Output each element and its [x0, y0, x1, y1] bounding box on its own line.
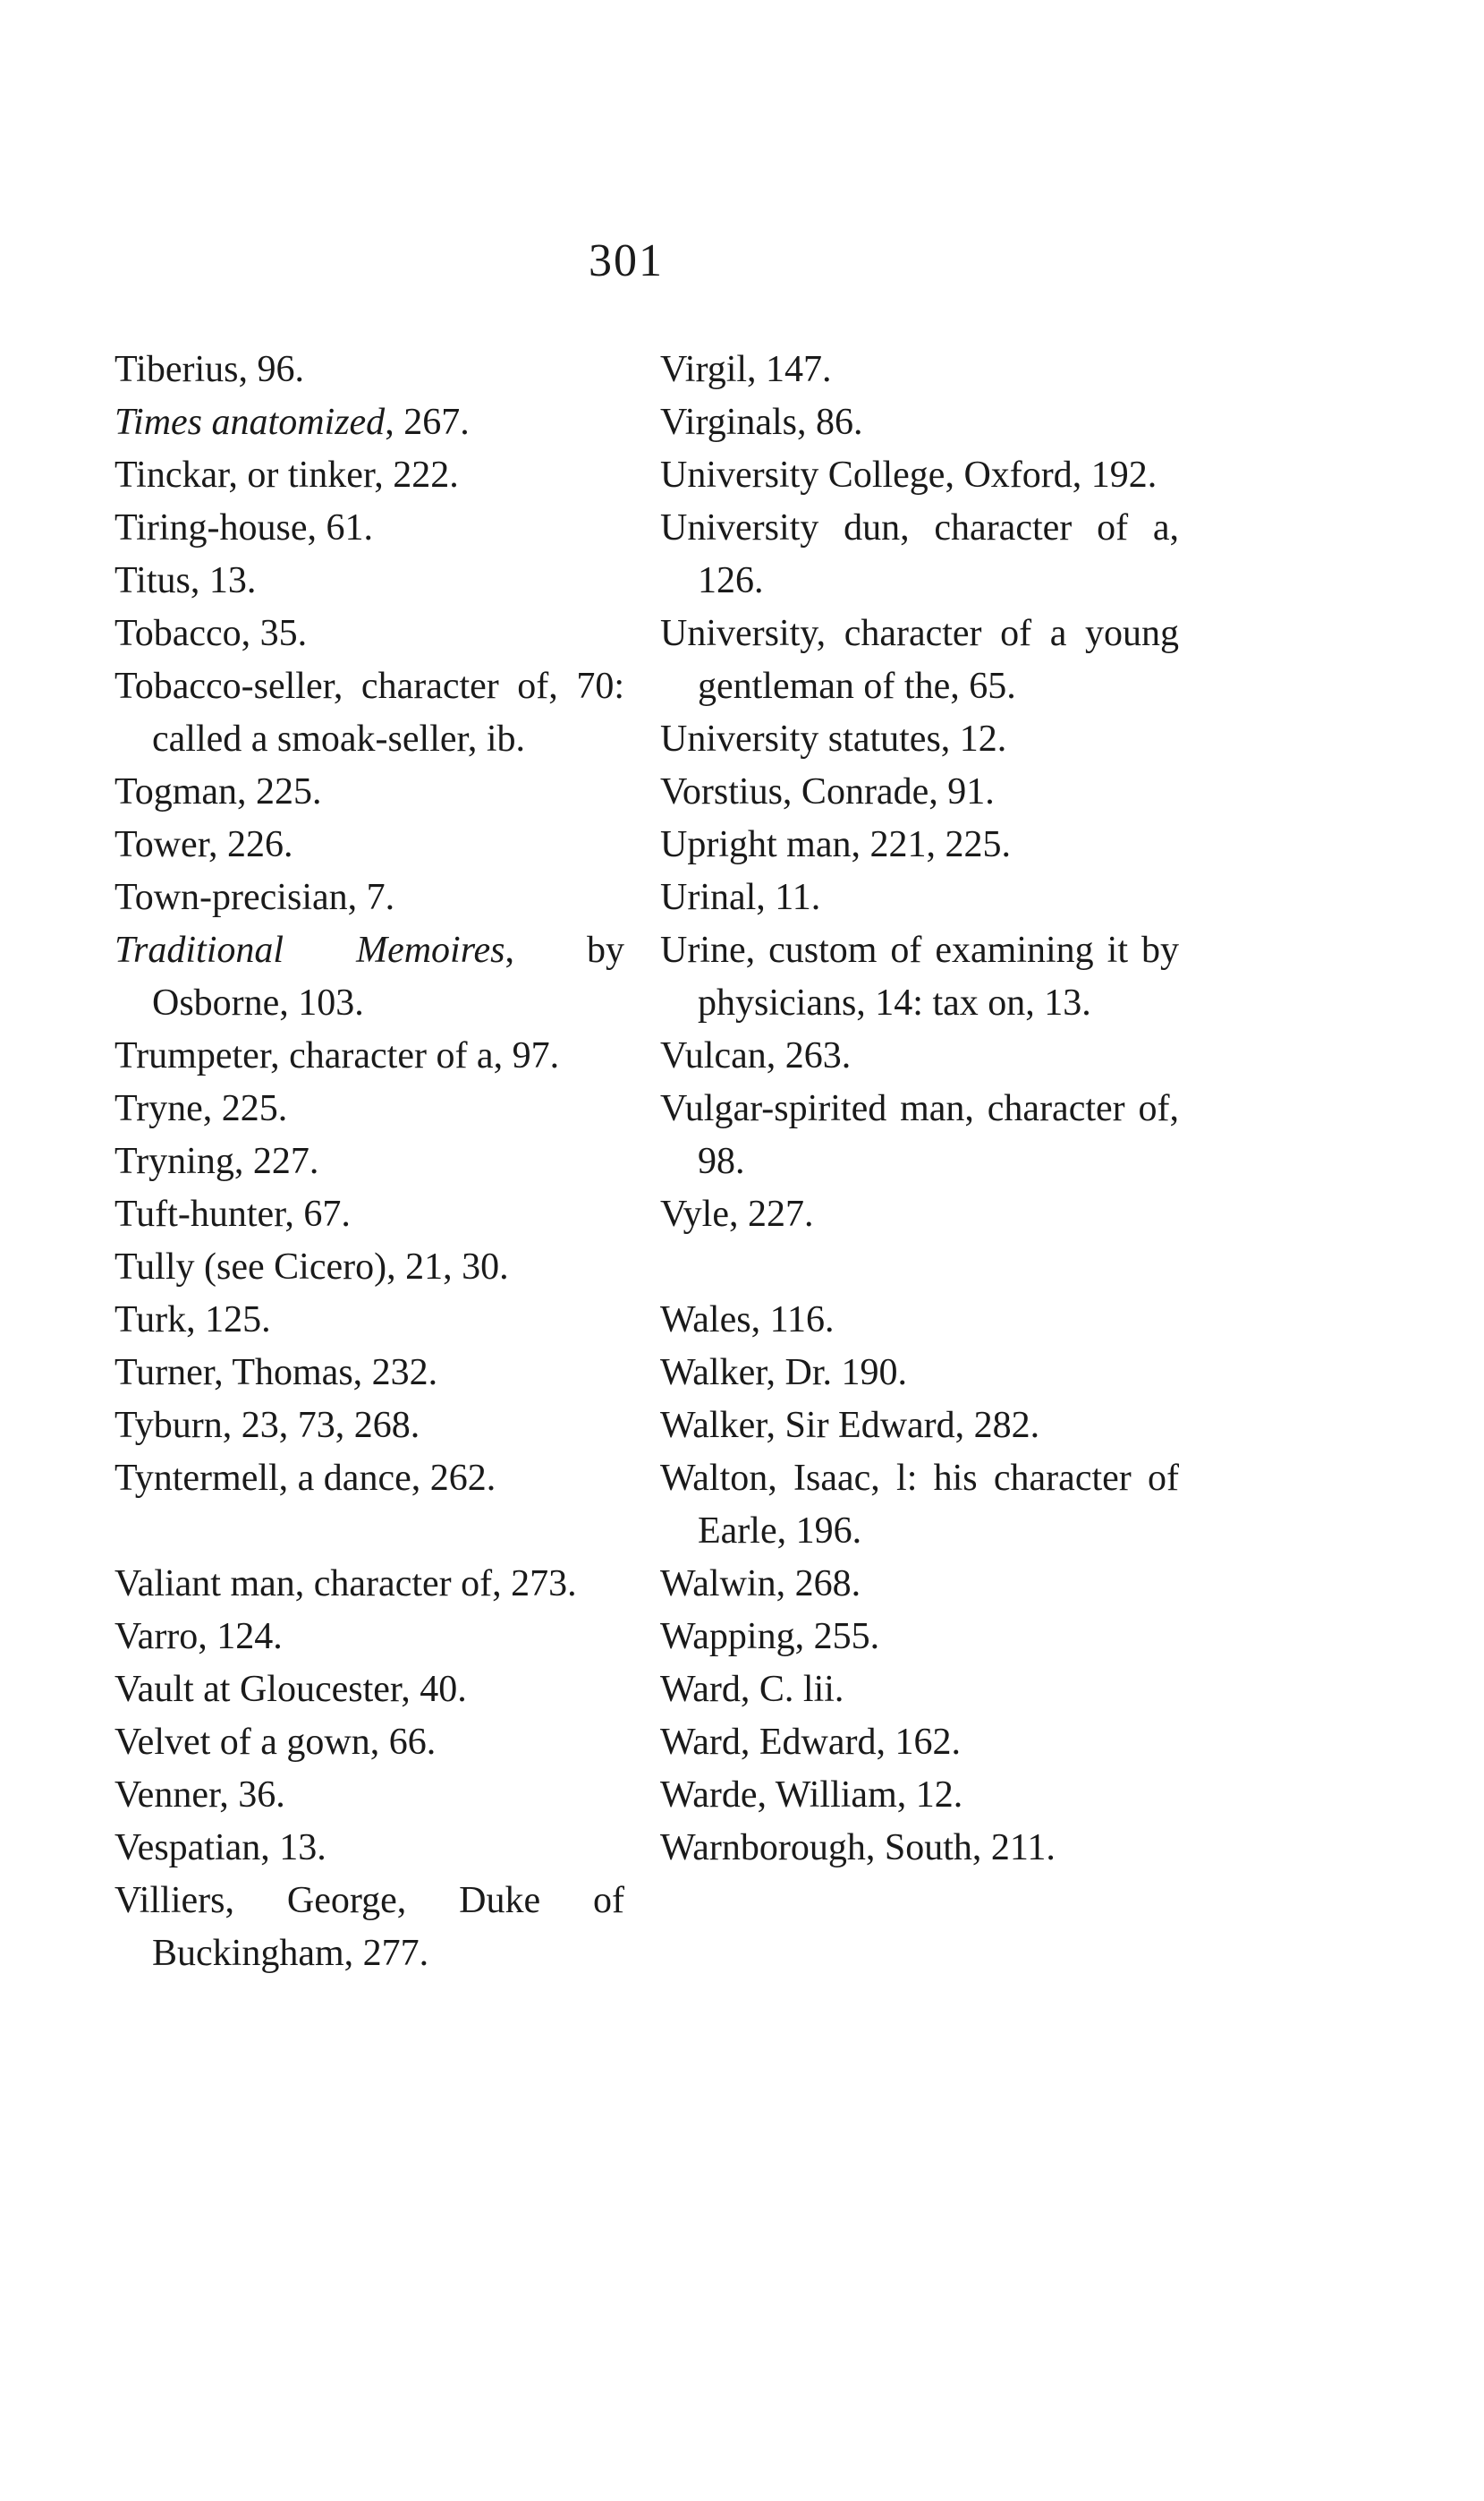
index-entry-text: Titus, 13.: [114, 560, 257, 601]
index-entry-text: Virgil, 147.: [660, 349, 832, 390]
index-entry-text: Tuft-hunter, 67.: [114, 1194, 351, 1235]
index-entry-text: Ward, C. lii.: [660, 1669, 844, 1710]
index-entry: [114, 1241, 624, 1294]
index-entry: [660, 449, 1179, 502]
index-entry: [660, 608, 1179, 713]
index-entry-text: , by Osborne, 103.: [152, 930, 624, 1024]
index-entry: [660, 924, 1179, 1030]
index-entry: [114, 555, 624, 608]
index-entry-title: Times anatomized: [114, 402, 386, 443]
index-entry: [114, 660, 624, 766]
index-entry: [660, 1294, 1179, 1347]
index-entry: [114, 766, 624, 819]
index-entry: [114, 1083, 624, 1136]
index-entry: [660, 1663, 1179, 1716]
index-entry: [660, 1558, 1179, 1611]
index-entry-text: Turk, 125.: [114, 1299, 271, 1340]
index-entry: [660, 819, 1179, 872]
index-entry: [114, 1030, 624, 1083]
index-entry-text: Tiberius, 96.: [114, 349, 304, 390]
index-entry-title: Traditional Memoires: [114, 930, 505, 971]
index-column-left: [114, 344, 624, 1980]
index-entry: [114, 1558, 624, 1611]
index-entry-text: Vulcan, 263.: [660, 1035, 852, 1076]
index-entry: [660, 1347, 1179, 1399]
index-entry-text: Walker, Dr. 190.: [660, 1352, 908, 1393]
index-entry: [660, 1822, 1179, 1875]
index-entry: [114, 1399, 624, 1452]
index-entry: [660, 1083, 1179, 1188]
index-entry: [114, 1663, 624, 1716]
index-entry-text: Walker, Sir Edward, 282.: [660, 1405, 1040, 1446]
index-entry: [114, 819, 624, 872]
index-entry: [114, 502, 624, 555]
index-entry-text: Wales, 116.: [660, 1299, 835, 1340]
index-entry: [114, 1822, 624, 1875]
index-entry-text: Tully (see Cicero), 21, 30.: [114, 1246, 509, 1288]
index-entry: [114, 449, 624, 502]
index-entry: [114, 1875, 624, 1980]
index-entry: [660, 344, 1179, 396]
index-entry-text: Tinckar, or tinker, 222.: [114, 455, 459, 496]
index-entry-text: University College, Oxford, 192.: [660, 455, 1158, 496]
index-entry: [114, 1136, 624, 1188]
index-entry: [114, 1611, 624, 1663]
index-entry-text: Villiers, George, Duke of Buckingham, 277.: [114, 1880, 624, 1974]
index-entry-text: Walwin, 268.: [660, 1563, 861, 1604]
index-entry-text: Togman, 225.: [114, 771, 322, 812]
index-entry: [660, 1769, 1179, 1822]
index-entry-text: University dun, character of a, 126.: [660, 507, 1179, 601]
index-entry: [114, 924, 624, 1030]
index-entry-text: Tobacco-seller, character of, 70: called a smoak-seller, ib.: [114, 666, 624, 760]
index-entry-text: Varro, 124.: [114, 1616, 283, 1657]
index-entry-text: Tiring-house, 61.: [114, 507, 373, 549]
index-entry: [114, 396, 624, 449]
index-entry-text: Velvet of a gown, 66.: [114, 1722, 437, 1763]
index-entry-text: University, character of a young gentleman of the, 65.: [660, 613, 1179, 707]
index-entry-text: Venner, 36.: [114, 1774, 285, 1816]
index-entry: [114, 608, 624, 660]
index-entry: [114, 1188, 624, 1241]
index-column-right: [660, 344, 1179, 1875]
index-entry-text: Ward, Edward, 162.: [660, 1722, 962, 1763]
index-entry: [660, 1188, 1179, 1241]
index-entry-text: Tobacco, 35.: [114, 613, 308, 654]
index-entry: [660, 1611, 1179, 1663]
index-entry-text: Warde, William, 12.: [660, 1774, 963, 1816]
index-entry-text: Upright man, 221, 225.: [660, 824, 1011, 865]
index-entry: [660, 502, 1179, 608]
index-entry-text: Vespatian, 13.: [114, 1827, 326, 1868]
index-entry: [114, 1452, 624, 1505]
index-entry: [660, 1452, 1179, 1558]
index-entry: [114, 1769, 624, 1822]
index-entry-text: Town-precisian, 7.: [114, 877, 395, 918]
index-entry: [114, 872, 624, 924]
index-entry: [660, 1030, 1179, 1083]
index-entry-text: Valiant man, character of, 273.: [114, 1563, 577, 1604]
index-entry-text: , 267.: [385, 402, 470, 443]
index-entry-text: Tryne, 225.: [114, 1088, 288, 1129]
index-entry-text: Vulgar-spirited man, character of, 98.: [660, 1088, 1179, 1182]
index-entry-text: Urinal, 11.: [660, 877, 821, 918]
index-entry: [660, 713, 1179, 766]
index-entry-text: Virginals, 86.: [660, 402, 863, 443]
index-entry: [660, 872, 1179, 924]
index-entry: [114, 1294, 624, 1347]
index-entry: [660, 1716, 1179, 1769]
index-entry-text: Wapping, 255.: [660, 1616, 880, 1657]
index-entry-text: Walton, Isaac, l: his character of Earle, 196.: [660, 1458, 1179, 1552]
index-entry: [114, 344, 624, 396]
index-entry-text: Tyntermell, a dance, 262.: [114, 1458, 496, 1499]
index-entry: [660, 1399, 1179, 1452]
index-entry-text: University statutes, 12.: [660, 719, 1007, 760]
index-entry: [660, 396, 1179, 449]
index-entry: [114, 1716, 624, 1769]
index-entry-text: Tryning, 227.: [114, 1141, 319, 1182]
index-entry-text: Vault at Gloucester, 40.: [114, 1669, 467, 1710]
index-entry-text: Tower, 226.: [114, 824, 293, 865]
index-entry-text: Vyle, 227.: [660, 1194, 814, 1235]
index-entry-text: Vorstius, Conrade, 91.: [660, 771, 995, 812]
index-entry: [114, 1347, 624, 1399]
index-entry: [660, 766, 1179, 819]
page-number: 301: [589, 235, 664, 286]
index-entry-text: Warnborough, South, 211.: [660, 1827, 1056, 1868]
index-entry-text: Turner, Thomas, 232.: [114, 1352, 438, 1393]
index-entry-text: Trumpeter, character of a, 97.: [114, 1035, 560, 1076]
index-entry-text: Tyburn, 23, 73, 268.: [114, 1405, 420, 1446]
index-entry-text: Urine, custom of examining it by physicians, 14: tax on, 13.: [660, 930, 1179, 1024]
